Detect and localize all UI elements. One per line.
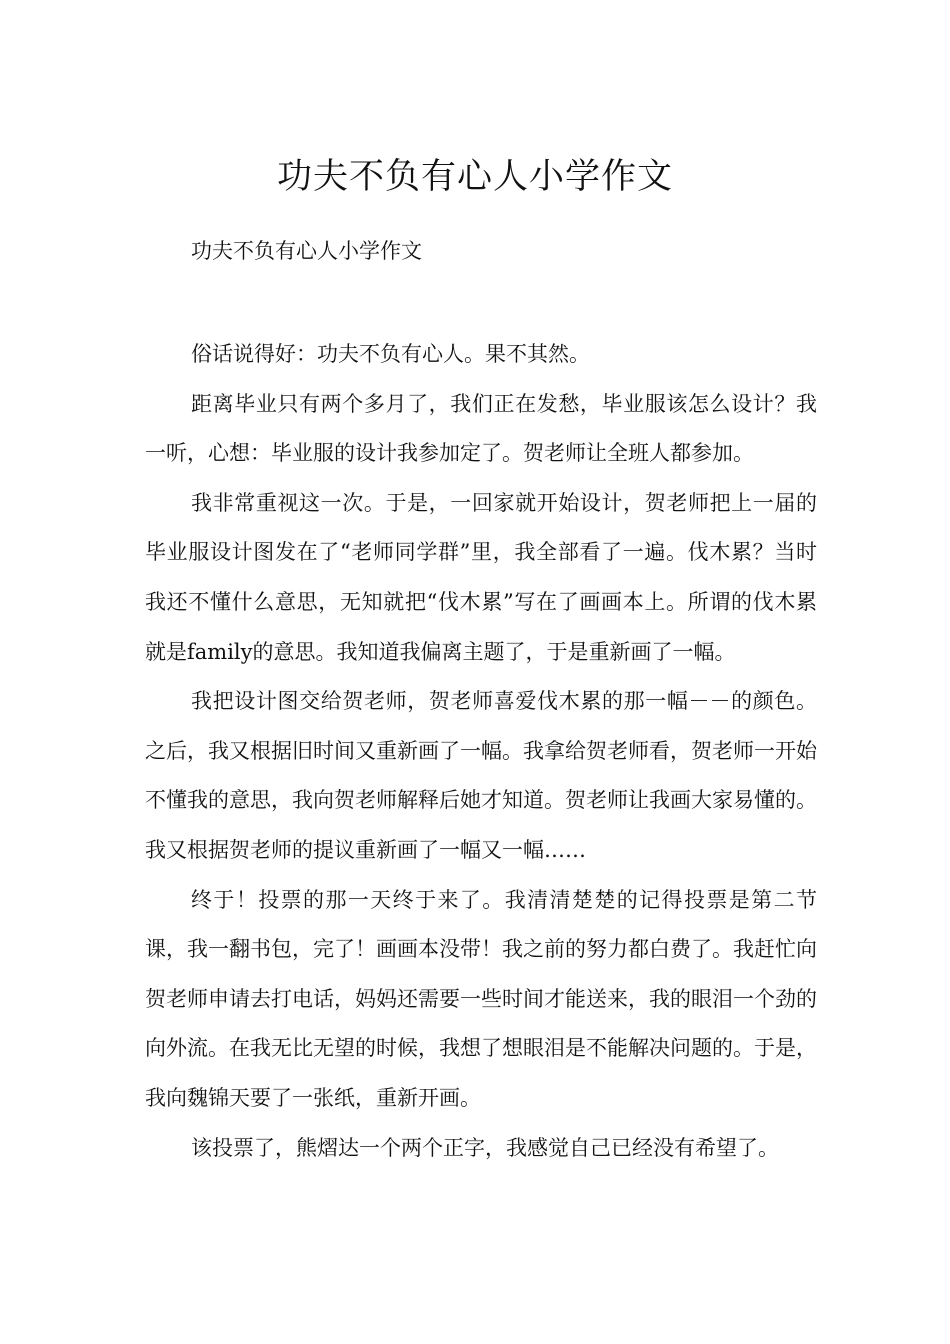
paragraph-6: 该投票了，熊熠达一个两个正字，我感觉自己已经没有希望了。 <box>191 1135 779 1160</box>
paragraph-3: 我非常重视这一次。于是，一回家就开始设计，贺老师把上一届的毕业服设计图发在了“老师同学群”里，我全部看了一遍。伐木累？当时我还不懂什么意思，无知就把“伐木累”写在了画画本上。所谓的伐木累就是family的意思。我知道我偏离主题了，于是重新画了一幅。 <box>145 490 817 664</box>
document-subtitle: 功夫不负有心人小学作文 <box>191 239 422 263</box>
paragraph-1: 俗话说得好：功夫不负有心人。果不其然。 <box>191 342 590 366</box>
paragraph-4: 我把设计图交给贺老师，贺老师喜爱伐木累的那一幅－－的颜色。之后，我又根据旧时间又重新画了一幅。我拿给贺老师看，贺老师一开始不懂我的意思，我向贺老师解释后她才知道。贺老师让我画大家易懂的。我又根据贺老师的提议重新画了一幅又一幅…… <box>145 689 817 862</box>
essay-body <box>145 330 817 1173</box>
page-title: 功夫不负有心人小学作文 <box>276 157 673 198</box>
paragraph-2: 距离毕业只有两个多月了，我们正在发愁，毕业服该怎么设计？我一听，心想：毕业服的设计我参加定了。贺老师让全班人都参加。 <box>145 391 817 466</box>
paragraph-5: 终于！投票的那一天终于来了。我清清楚楚的记得投票是第二节课，我一翻书包，完了！画画本没带！我之前的努力都白费了。我赶忙向贺老师申请去打电话，妈妈还需要一些时间才能送来，我的眼泪一个劲的向外流。在我无比无望的时候，我想了想眼泪是不能解决问题的。于是，我向魏锦天要了一张纸，重新开画。 <box>145 887 817 1110</box>
